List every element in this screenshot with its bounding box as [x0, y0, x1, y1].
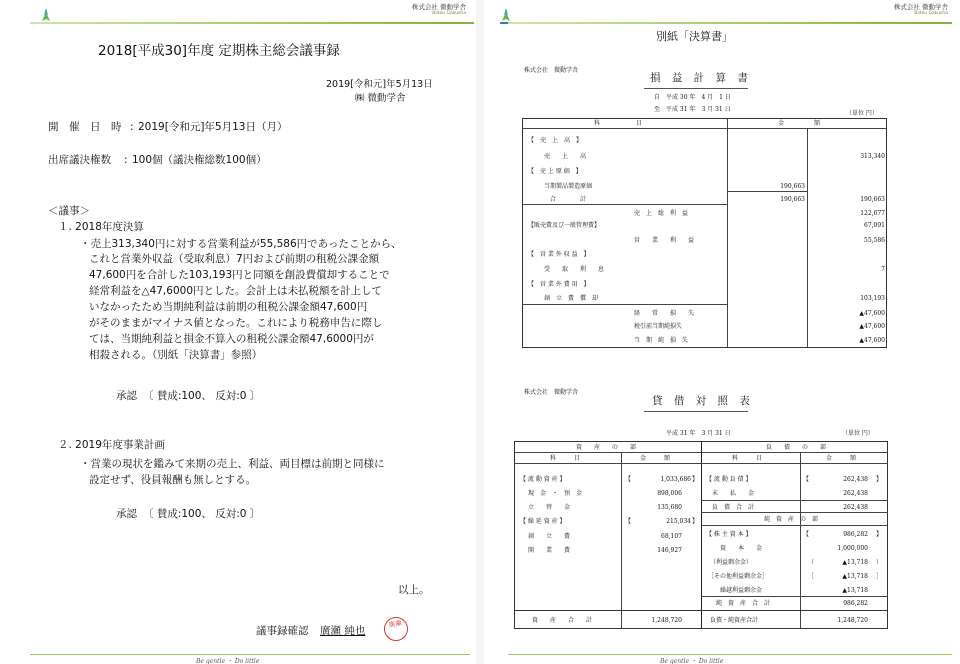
pl-row-label: 売 上 高 [544, 153, 587, 160]
bs-asset-label: 【 繰 延 資 産 】 [520, 518, 566, 525]
pl-row-label: 経 常 損 失 [634, 310, 695, 317]
header-rule [30, 22, 474, 24]
bs-liab-rule [701, 512, 888, 513]
footer-motto: Be gentle ・ Do little [196, 658, 260, 664]
pl-row-label: 当期製品製造原価 [544, 183, 593, 190]
pl-col-item: 科 目 [594, 120, 643, 127]
item1-line: ・売上313,340円に対する営業利益が55,586円であったことから、 [80, 238, 402, 250]
bs-assets-total: 1,248,720 [651, 617, 682, 624]
bs-asset-value: 146,927 [657, 547, 682, 554]
header-rule [508, 22, 952, 24]
bs-date: 平成 31 年 3 月 31 日 [666, 430, 731, 437]
attachment-heading: 別紙「決算書」 [656, 30, 733, 43]
page-gutter [476, 0, 484, 664]
pl-row-label: 当 期 純 損 失 [634, 337, 689, 344]
bs-equity-label: 資 本 金 [720, 545, 763, 552]
pl-row-label: 【 営 業 外 費 用 】 [528, 281, 590, 288]
pl-row-right: 190,663 [860, 196, 885, 203]
pl-header-rule [522, 128, 887, 129]
footer-rule [508, 654, 952, 655]
bs-equity-label: ［その他利益剰余金］ [708, 573, 769, 580]
bs-liab-header: 負 債 の 部 [766, 444, 827, 451]
pl-unit: （単位 円） [846, 110, 878, 117]
footer-rule [30, 654, 470, 655]
item1-line: 相殺される。（別紙「決算書」参照） [89, 349, 263, 361]
bs-equity-label: （利益剰余金） [710, 559, 753, 566]
bs-col-amount: 金 額 [640, 455, 671, 462]
item1-title: １. 2018年度決算 [58, 221, 144, 233]
votes-label: 出席議決権数 [48, 154, 111, 166]
item1-approval-label: 承認 [116, 390, 137, 402]
footer-motto: Be gentle ・ Do little [660, 658, 724, 664]
bs-bracket: ） [876, 559, 883, 566]
bs-asset-label: 開 業 費 [528, 547, 571, 554]
bs-col-item: 科 目 [732, 455, 763, 462]
item2-line: 設定せず、役員報酬も無しとする。 [89, 474, 257, 486]
pl-row-right: 313,340 [860, 153, 885, 160]
pl-row-label: 売 上 総 利 益 [634, 210, 689, 217]
bs-col-item: 科 目 [550, 455, 581, 462]
pl-row-mid: 190,663 [780, 196, 805, 203]
pl-row-right: 103,193 [860, 295, 885, 302]
bs-company: 株式会社 微動学舎 [524, 389, 579, 396]
header-company: 株式会社 微動学舎 Bidou Gakusha [411, 3, 466, 17]
bs-equity-label: 純 資 産 合 計 [716, 600, 771, 607]
pl-company: 株式会社 微動学舎 [524, 67, 579, 74]
pl-row-label: 【 営 業 外 収 益 】 [528, 251, 590, 258]
bs-title-underline [644, 411, 748, 412]
pl-row-right: ▲47,600 [859, 323, 885, 330]
pl-row-right: 67,091 [864, 222, 885, 229]
pl-row-right: 55,586 [864, 237, 885, 244]
bs-bracket: 】 [876, 476, 883, 483]
pl-row-label: 税引前当期純損失 [634, 323, 683, 330]
bs-col-rule [800, 452, 801, 629]
item1-approval-detail: 〔 賛成:100、 反対:0 〕 [143, 390, 261, 402]
financial-statements-page [484, 0, 960, 664]
bs-header-rule [514, 463, 888, 464]
bs-bracket: 】 [876, 531, 883, 538]
held-value: 2019[令和元]年5月13日（月） [138, 121, 288, 133]
bs-col-amount: 金 額 [826, 455, 857, 462]
bs-asset-label: 【 流 動 資 産 】 [520, 476, 566, 483]
held-label: 開 催 日 時 [48, 121, 122, 133]
bs-liab-value: 262,438 [843, 476, 868, 483]
bs-equity-value: 1,000,000 [837, 545, 868, 552]
bs-asset-value: 898,006 [657, 490, 682, 497]
pl-col-rule [727, 118, 728, 348]
bs-equity-value: ▲13,718 [842, 559, 868, 566]
pl-section-rule [522, 304, 727, 305]
pl-row-label: 合 計 [550, 196, 587, 203]
bs-bracket: ［ [808, 573, 815, 580]
name-seal: 廣瀬 [382, 615, 410, 643]
pl-row-label: 【販売費及び一般管理費】 [528, 222, 601, 229]
bs-bracket: ］ [876, 573, 883, 580]
bs-unit: （単位 円） [842, 430, 874, 437]
pl-col-amount: 金 額 [778, 120, 821, 127]
bs-bracket: 【 [625, 518, 632, 525]
item1-line: がそのままがマイナス値となった。これにより税務申告に際し [89, 317, 383, 329]
pl-row-label: 受 取 利 息 [544, 266, 605, 273]
bs-bracket: （ [808, 559, 815, 566]
minutes-date: 2019[令和元]年5月13日 [326, 79, 433, 90]
bs-equity-header: 純 資 産 の 部 [764, 516, 819, 523]
item1-line: いなかったため当期純利益は前期の租税公課金額47,600円 [89, 301, 368, 313]
pl-row-label: 【 売 上 高 】 [528, 137, 583, 144]
bs-total-rule [514, 610, 888, 611]
bs-title: 貸 借 対 照 表 [652, 395, 754, 407]
item1-line: ては、当期純利益と損金不算入の租税公課金額47,6000円が [89, 333, 374, 345]
bs-liab-label: 未 払 金 [712, 490, 755, 497]
votes-colon: : [124, 154, 128, 166]
pl-title: 損 益 計 算 書 [650, 72, 752, 84]
bs-bracket: 【 [625, 476, 632, 483]
bs-liab-label: 【 流 動 負 債 】 [706, 476, 752, 483]
bs-bracket: 【 [803, 476, 810, 483]
bs-equity-label: 繰越利益剰余金 [720, 587, 763, 594]
item1-line: 47,600円を合計した103,193円と同額を創設費償却することで [89, 269, 390, 281]
item2-line: ・営業の現状を鑑みて来期の売上、利益、両目標は前期と同様に [80, 458, 385, 470]
bs-liab-total: 1,248,720 [837, 617, 868, 624]
pl-row-right: ▲47,600 [859, 310, 885, 317]
bs-assets-header: 資 産 の 部 [576, 444, 637, 451]
bs-asset-value: 1,033,686 [660, 476, 691, 483]
bs-asset-value: 215,034 [666, 518, 691, 525]
bs-equity-value: 986,282 [843, 531, 868, 538]
bs-equity-label: 【 株 主 資 本 】 [706, 531, 752, 538]
bs-equity-rule [701, 525, 888, 526]
pl-row-right: 122,677 [860, 210, 885, 217]
pl-col-rule [807, 128, 808, 348]
bs-bracket: 【 [803, 531, 810, 538]
bs-liab-total-label: 負債・純資産合計 [710, 617, 759, 624]
pl-row-right: ▲47,600 [859, 337, 885, 344]
bs-liab-rule [701, 500, 888, 501]
bs-liab-label: 負 債 合 計 [712, 504, 755, 511]
pl-row-label: 創 立 費 償 却 [544, 295, 599, 302]
pl-row-right: 7 [881, 266, 885, 273]
closing-text: 以上。 [398, 584, 430, 596]
bs-equity-value: ▲13,718 [842, 573, 868, 580]
pl-row-mid: 190,663 [780, 183, 805, 190]
agenda-heading: ＜議事＞ [48, 205, 90, 217]
minutes-page [0, 0, 476, 664]
item1-line: これと営業外収益（受取利息）7円および前期の租税公課金額 [89, 253, 380, 265]
bs-header-rule [514, 452, 888, 453]
votes-value: 100個（議決権総数100個） [132, 154, 267, 166]
bs-assets-total-label: 資 産 合 計 [532, 617, 593, 624]
bs-equity-value: 986,282 [843, 600, 868, 607]
item1-line: 経常利益を△47,6000円とした。会計上は未払税額を計上して [89, 285, 382, 297]
bs-asset-label: 創 立 費 [528, 533, 571, 540]
bs-liab-value: 262,438 [843, 490, 868, 497]
pl-subtotal-rule [727, 191, 807, 192]
pl-period-to: 至 平成 31 年 3 月 31 日 [654, 106, 731, 113]
bs-equity-rule [701, 596, 888, 597]
header-company: 株式会社 微動学舎 Bidou Gakusha [893, 3, 948, 17]
bs-asset-value: 68,107 [661, 533, 682, 540]
confirm-name: 廣瀬 純也 [320, 625, 366, 637]
item2-approval-label: 承認 [116, 508, 137, 520]
bs-asset-value: 135,680 [657, 504, 682, 511]
bs-bracket: 】 [692, 476, 699, 483]
bs-center-rule [701, 441, 702, 629]
pl-row-label: 【 売 上 原 価 】 [528, 168, 582, 175]
minutes-author: ㈱ 微動学舎 [355, 93, 406, 104]
pl-section-rule [522, 204, 727, 205]
pl-row-label: 営 業 利 益 [634, 237, 695, 244]
bs-bracket: 】 [692, 518, 699, 525]
bs-equity-value: ▲13,718 [842, 587, 868, 594]
minutes-title: 2018[平成30]年度 定期株主総会議事録 [98, 43, 340, 59]
bs-col-rule [621, 452, 622, 629]
item2-approval-detail: 〔 賛成:100、 反対:0 〕 [143, 508, 261, 520]
bs-asset-label: 現 金 ・ 預 金 [528, 490, 583, 497]
bs-liab-value: 262,438 [843, 504, 868, 511]
bs-asset-label: 立 替 金 [528, 504, 571, 511]
held-colon: : [130, 121, 134, 133]
pl-period-from: 自 平成 30 年 4 月 1 日 [654, 94, 731, 101]
pl-title-underline [644, 88, 748, 89]
confirm-label: 議事録確認 [256, 625, 309, 637]
item2-title: ２. 2019年度事業計画 [58, 439, 165, 451]
